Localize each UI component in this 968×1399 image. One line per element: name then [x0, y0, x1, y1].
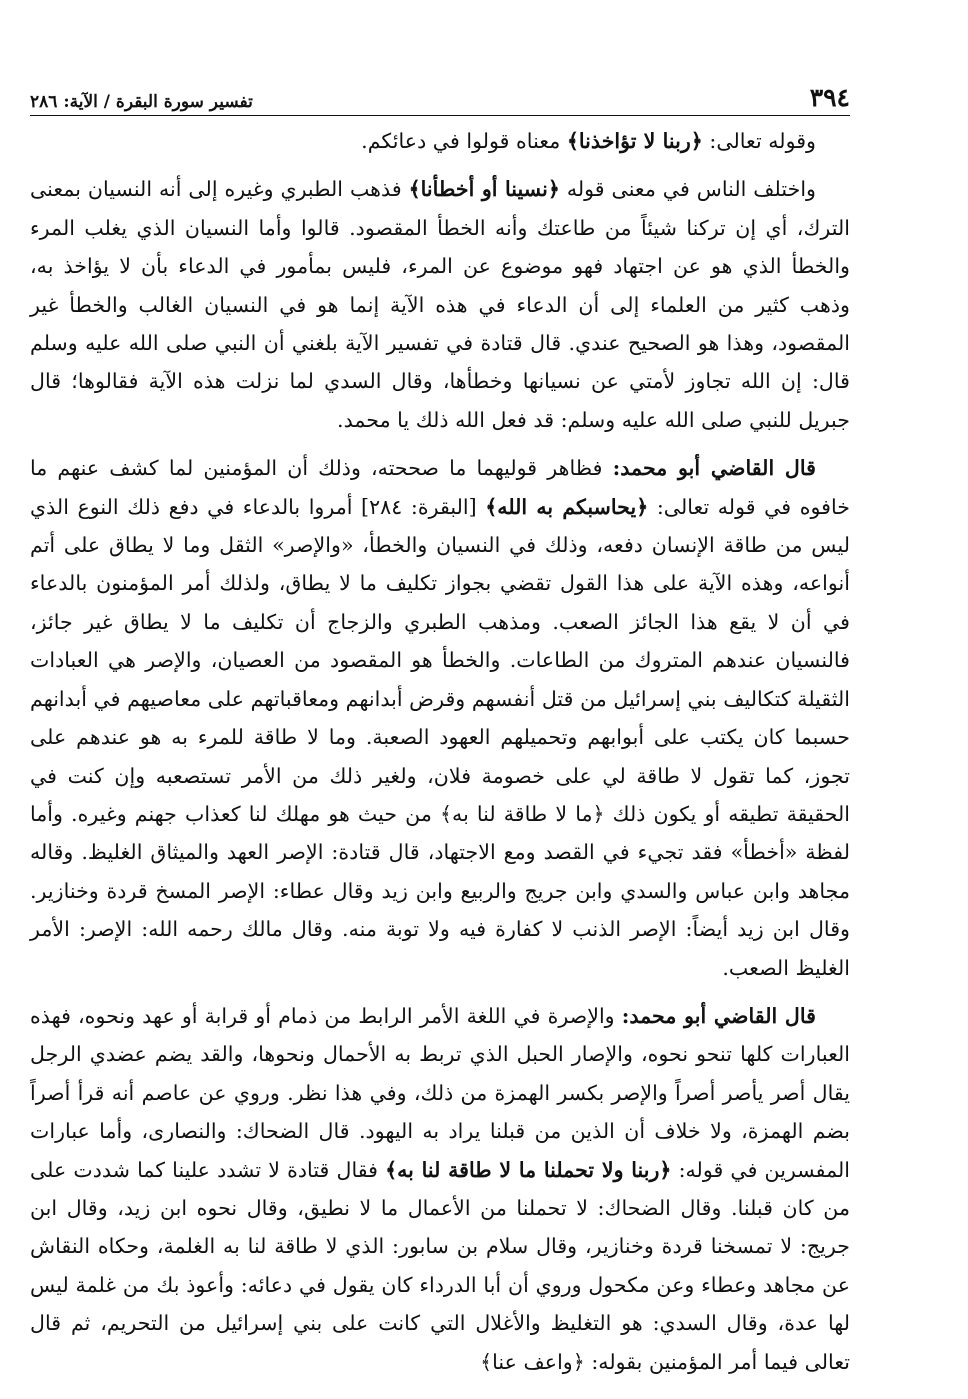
page-number: ٣٩٤	[809, 83, 850, 112]
paragraph-4-after: فقال قتادة لا تشدد علينا كما شددت على من كان قبلنا. وقال الضحاك: لا تحملنا من الأعمال ما لا نطيق، وقال نحوه ابن زيد، وقال ابن جريج: لا تمسخنا قردة وخنازير، وقال سلام بن سابور: الذي لا طاقة لنا به الغلمة، وحكاه النقاش عن مجاهد وعطاء وعن مكحول وروي أن أبا الدرداء كان يقول في دعائه: وأعوذ بك من غلمة ليس لها عدة، وقال السدي: هو التغليظ والأغلال التي كانت على بني إسرائيل من التحريم، ثم قال تعالى فيما أمر المؤمنين بقوله: ﴿واعف عنا﴾	[30, 1157, 850, 1374]
paragraph-1-after: معناه قولوا في دعائكم.	[361, 129, 567, 153]
paragraph-2	[30, 170, 850, 439]
quran-quote: ﴿ربنا ولا تحملنا ما لا طاقة لنا به﴾	[385, 1157, 672, 1182]
paragraph-1-before: وقوله تعالى:	[702, 129, 816, 153]
paragraph-4	[30, 997, 850, 1381]
paragraph-3-before: فظاهر قوليهما ما صححته، وذلك أن المؤمنين لما كشف عنهم ما خافوه في قوله تعالى:	[30, 456, 851, 519]
paragraph-3	[30, 449, 850, 987]
paragraph-4-before: والإصرة في اللغة الأمر الرابط من ذمام أو قرابة أو عهد ونحوه، فهذه العبارات كلها تنحو نحوه، والإصار الحبل الذي تربط به الأحمال ونحوها، والقد يضم عضدي الرجل يقال أصر يأصر أصراً والإصر بكسر الهمزة من ذلك، وفي هذا نظر. وروي عن عاصم أنه قرأ أصراً بضم الهمزة، ولا خلاف أن الذين من قبلنا يراد به اليهود. قال الضحاك: والنصارى، وأما عبارات المفسرين في قوله:	[30, 1003, 850, 1182]
paragraph-lead: قال القاضي أبو محمد:	[612, 456, 816, 481]
body-text	[30, 122, 850, 1381]
quran-quote: ﴿يحاسبكم به الله﴾	[485, 494, 649, 519]
quran-quote: ﴿نسينا أو أخطأنا﴾	[408, 177, 560, 202]
paragraph-3-after: [البقرة: ٢٨٤] أمروا بالدعاء في دفع ذلك النوع الذي ليس من طاقة الإنسان دفعه، وذلك في النسيان والخطأ، «والإصر» الثقل وما لا يطاق على أتم أنواعه، وهذه الآية على هذا القول تقضي بجواز تكليف ما لا يطاق، ولذلك أمر المؤمنون بالدعاء في أن لا يقع هذا الجائز الصعب. ومذهب الطبري والزجاج أن تكليف ما لا يطاق غير جائز، فالنسيان عندهم المتروك من الطاعات. والخطأ هو المقصود من العصيان، والإصر هي العبادات الثقيلة كتكاليف بني إسرائيل من قتل أنفسهم وقرض أبدانهم ومعاقباتهم على معاصيهم في أبدانهم حسبما كان يكتب على أبوابهم وتحميلهم العهود الصعبة. وما لا طاقة للمرء به هو عندهم على تجوز، كما تقول لا طاقة لي على خصومة فلان، ولغير ذلك من الأمر تستصعبه وإن كنت في الحقيقة تطيقه أو يكون ذلك ﴿ما لا طاقة لنا به﴾ من حيث هو مهلك لنا كعذاب جهنم وغيره. وأما لفظة «أخطأ» فقد تجيء في القصد ومع الاجتهاد، قال قتادة: الإصر العهد والميثاق الغليظ. وقاله مجاهد وابن عباس والسدي وابن جريج والربيع وابن زيد وقال عطاء: الإصر المسخ قردة وخنازير. وقال ابن زيد أيضاً: الإصر الذنب لا كفارة فيه ولا توبة منه. وقال مالك رحمه الله: الإصر: الأمر الغليظ الصعب.	[30, 494, 850, 980]
paragraph-lead: قال القاضي أبو محمد:	[621, 1003, 816, 1028]
paragraph-2-after: فذهب الطبري وغيره إلى أنه النسيان بمعنى الترك، أي إن تركنا شيئاً من طاعتك وأنه الخطأ المقصود. قالوا وأما النسيان الذي يغلب المرء والخطأ الذي هو عن اجتهاد فهو موضوع عن المرء، فليس بمأمور في الدعاء بأن لا يؤاخذ به، وذهب كثير من العلماء إلى أن الدعاء في هذه الآية إنما هو في النسيان الغالب والخطأ غير المقصود، وهذا هو الصحيح عندي. قال قتادة في تفسير الآية بلغني أن النبي صلى الله عليه وسلم قال: إن الله تجاوز لأمتي عن نسيانها وخطأها، وقال السدي لما نزلت هذه الآية فقالوها؛ قال جبريل للنبي صلى الله عليه وسلم: قد فعل الله ذلك يا محمد.	[30, 177, 850, 432]
paragraph-2-before: واختلف الناس في معنى قوله	[559, 177, 816, 202]
paragraph-1	[30, 122, 850, 160]
running-title: تفسير سورة البقرة / الآية: ٢٨٦	[30, 92, 253, 112]
running-head	[30, 78, 850, 116]
quran-quote: ﴿ربنا لا تؤاخذنا﴾	[566, 129, 703, 153]
